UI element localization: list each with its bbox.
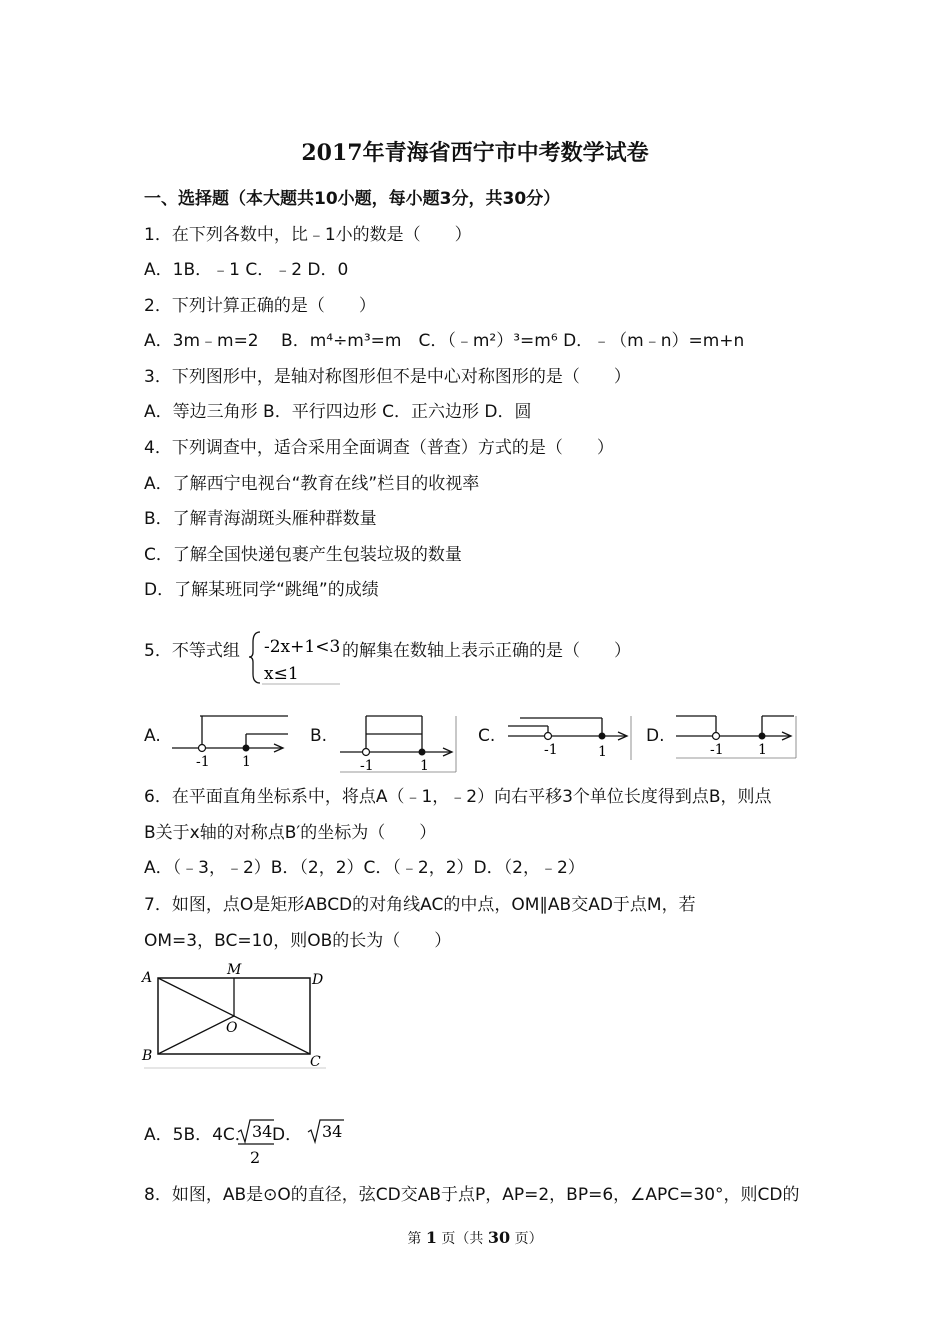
- number-line-d: [672, 712, 800, 764]
- rectangle-figure: [140, 962, 330, 1072]
- svg-text:-1: -1: [360, 758, 374, 774]
- q5-ineq2: x≤1: [264, 664, 299, 684]
- q5-label-b: B.: [310, 726, 328, 746]
- q6-line1: 6．在平面直角坐标系中，将点A（﹣1，﹣2）向右平移3个单位长度得到点B，则点: [144, 787, 772, 807]
- vertex-b: B: [142, 1048, 153, 1064]
- q5-ineq1: -2x+1<3: [264, 637, 341, 657]
- q4-option-d: D．了解某班同学“跳绳”的成绩: [144, 580, 379, 600]
- svg-text:1: 1: [420, 758, 429, 774]
- svg-text:-1: -1: [544, 742, 558, 758]
- q7-fraction-sqrt: [236, 1118, 276, 1168]
- svg-text:34: 34: [252, 1122, 273, 1141]
- page-title: 2017年青海省西宁市中考数学试卷: [301, 140, 649, 166]
- vertex-a: A: [142, 970, 153, 986]
- number-line-b: [336, 712, 461, 774]
- q4-option-b: B．了解青海湖斑头雁种群数量: [144, 509, 377, 529]
- q7-opt-prefix: A．5B．4C．: [144, 1125, 252, 1145]
- q2-options: A．3m﹣m=2 B．m⁴÷m³=m C．（﹣m²）³=m⁶ D．﹣（m﹣n）=m+n: [144, 331, 745, 351]
- q5-inequality-system: [248, 628, 343, 686]
- vertex-d: D: [312, 972, 324, 988]
- svg-text:1: 1: [758, 742, 767, 758]
- tick-1: 1: [242, 754, 251, 770]
- section-heading: 一、选择题（本大题共10小题，每小题3分，共30分）: [144, 189, 561, 209]
- q1-stem: 1．在下列各数中，比﹣1小的数是（ ）: [144, 225, 472, 245]
- q3-stem: 3．下列图形中，是轴对称图形但不是中心对称图形的是（ ）: [144, 367, 631, 387]
- number-line-a: [170, 712, 290, 770]
- page-number: 1: [425, 1228, 437, 1247]
- q4-stem: 4．下列调查中，适合采用全面调查（普查）方式的是（ ）: [144, 438, 614, 458]
- vertex-c: C: [310, 1054, 321, 1070]
- q7-line2: OM=3，BC=10，则OB的长为（ ）: [144, 931, 452, 951]
- svg-text:34: 34: [322, 1122, 343, 1141]
- q5-label-a: A.: [144, 726, 161, 746]
- q2-stem: 2．下列计算正确的是（ ）: [144, 296, 376, 316]
- q3-options: A．等边三角形 B．平行四边形 C．正六边形 D．圆: [144, 402, 532, 422]
- svg-text:2: 2: [250, 1148, 261, 1167]
- q7-line1: 7．如图，点O是矩形ABCD的对角线AC的中点，OM∥AB交AD于点M，若: [144, 895, 696, 915]
- svg-text:1: 1: [598, 744, 607, 760]
- q5-label-d: D.: [646, 726, 665, 746]
- q4-option-c: C．了解全国快递包裹产生包装垃圾的数量: [144, 545, 462, 565]
- point-m: M: [227, 962, 242, 978]
- svg-text:-1: -1: [710, 742, 724, 758]
- q5-label-c: C.: [478, 726, 496, 746]
- page-total: 30: [487, 1228, 511, 1247]
- q7-sqrt-d: [306, 1118, 346, 1146]
- q1-options: A．1B．﹣1 C．﹣2 D．0: [144, 260, 349, 280]
- number-line-c: [504, 712, 634, 764]
- q5-suffix: 的解集在数轴上表示正确的是（ ）: [342, 641, 631, 661]
- page-footer: 第 1 页（共 30 页）: [407, 1228, 543, 1247]
- q8-line1: 8．如图，AB是⊙O的直径，弦CD交AB于点P，AP=2，BP=6，∠APC=30°，则CD的: [144, 1185, 800, 1205]
- tick-neg1: -1: [196, 754, 210, 770]
- q4-option-a: A．了解西宁电视台“教育在线”栏目的收视率: [144, 474, 480, 494]
- q6-line2: B关于x轴的对称点B′的坐标为（ ）: [144, 823, 437, 843]
- point-o: O: [226, 1020, 238, 1036]
- q6-options: A．（﹣3，﹣2）B．（2，2）C．（﹣2，2）D．（2，﹣2）: [144, 858, 585, 878]
- q7-opt-d: D．: [272, 1125, 303, 1145]
- q5-prefix: 5．不等式组: [144, 641, 240, 661]
